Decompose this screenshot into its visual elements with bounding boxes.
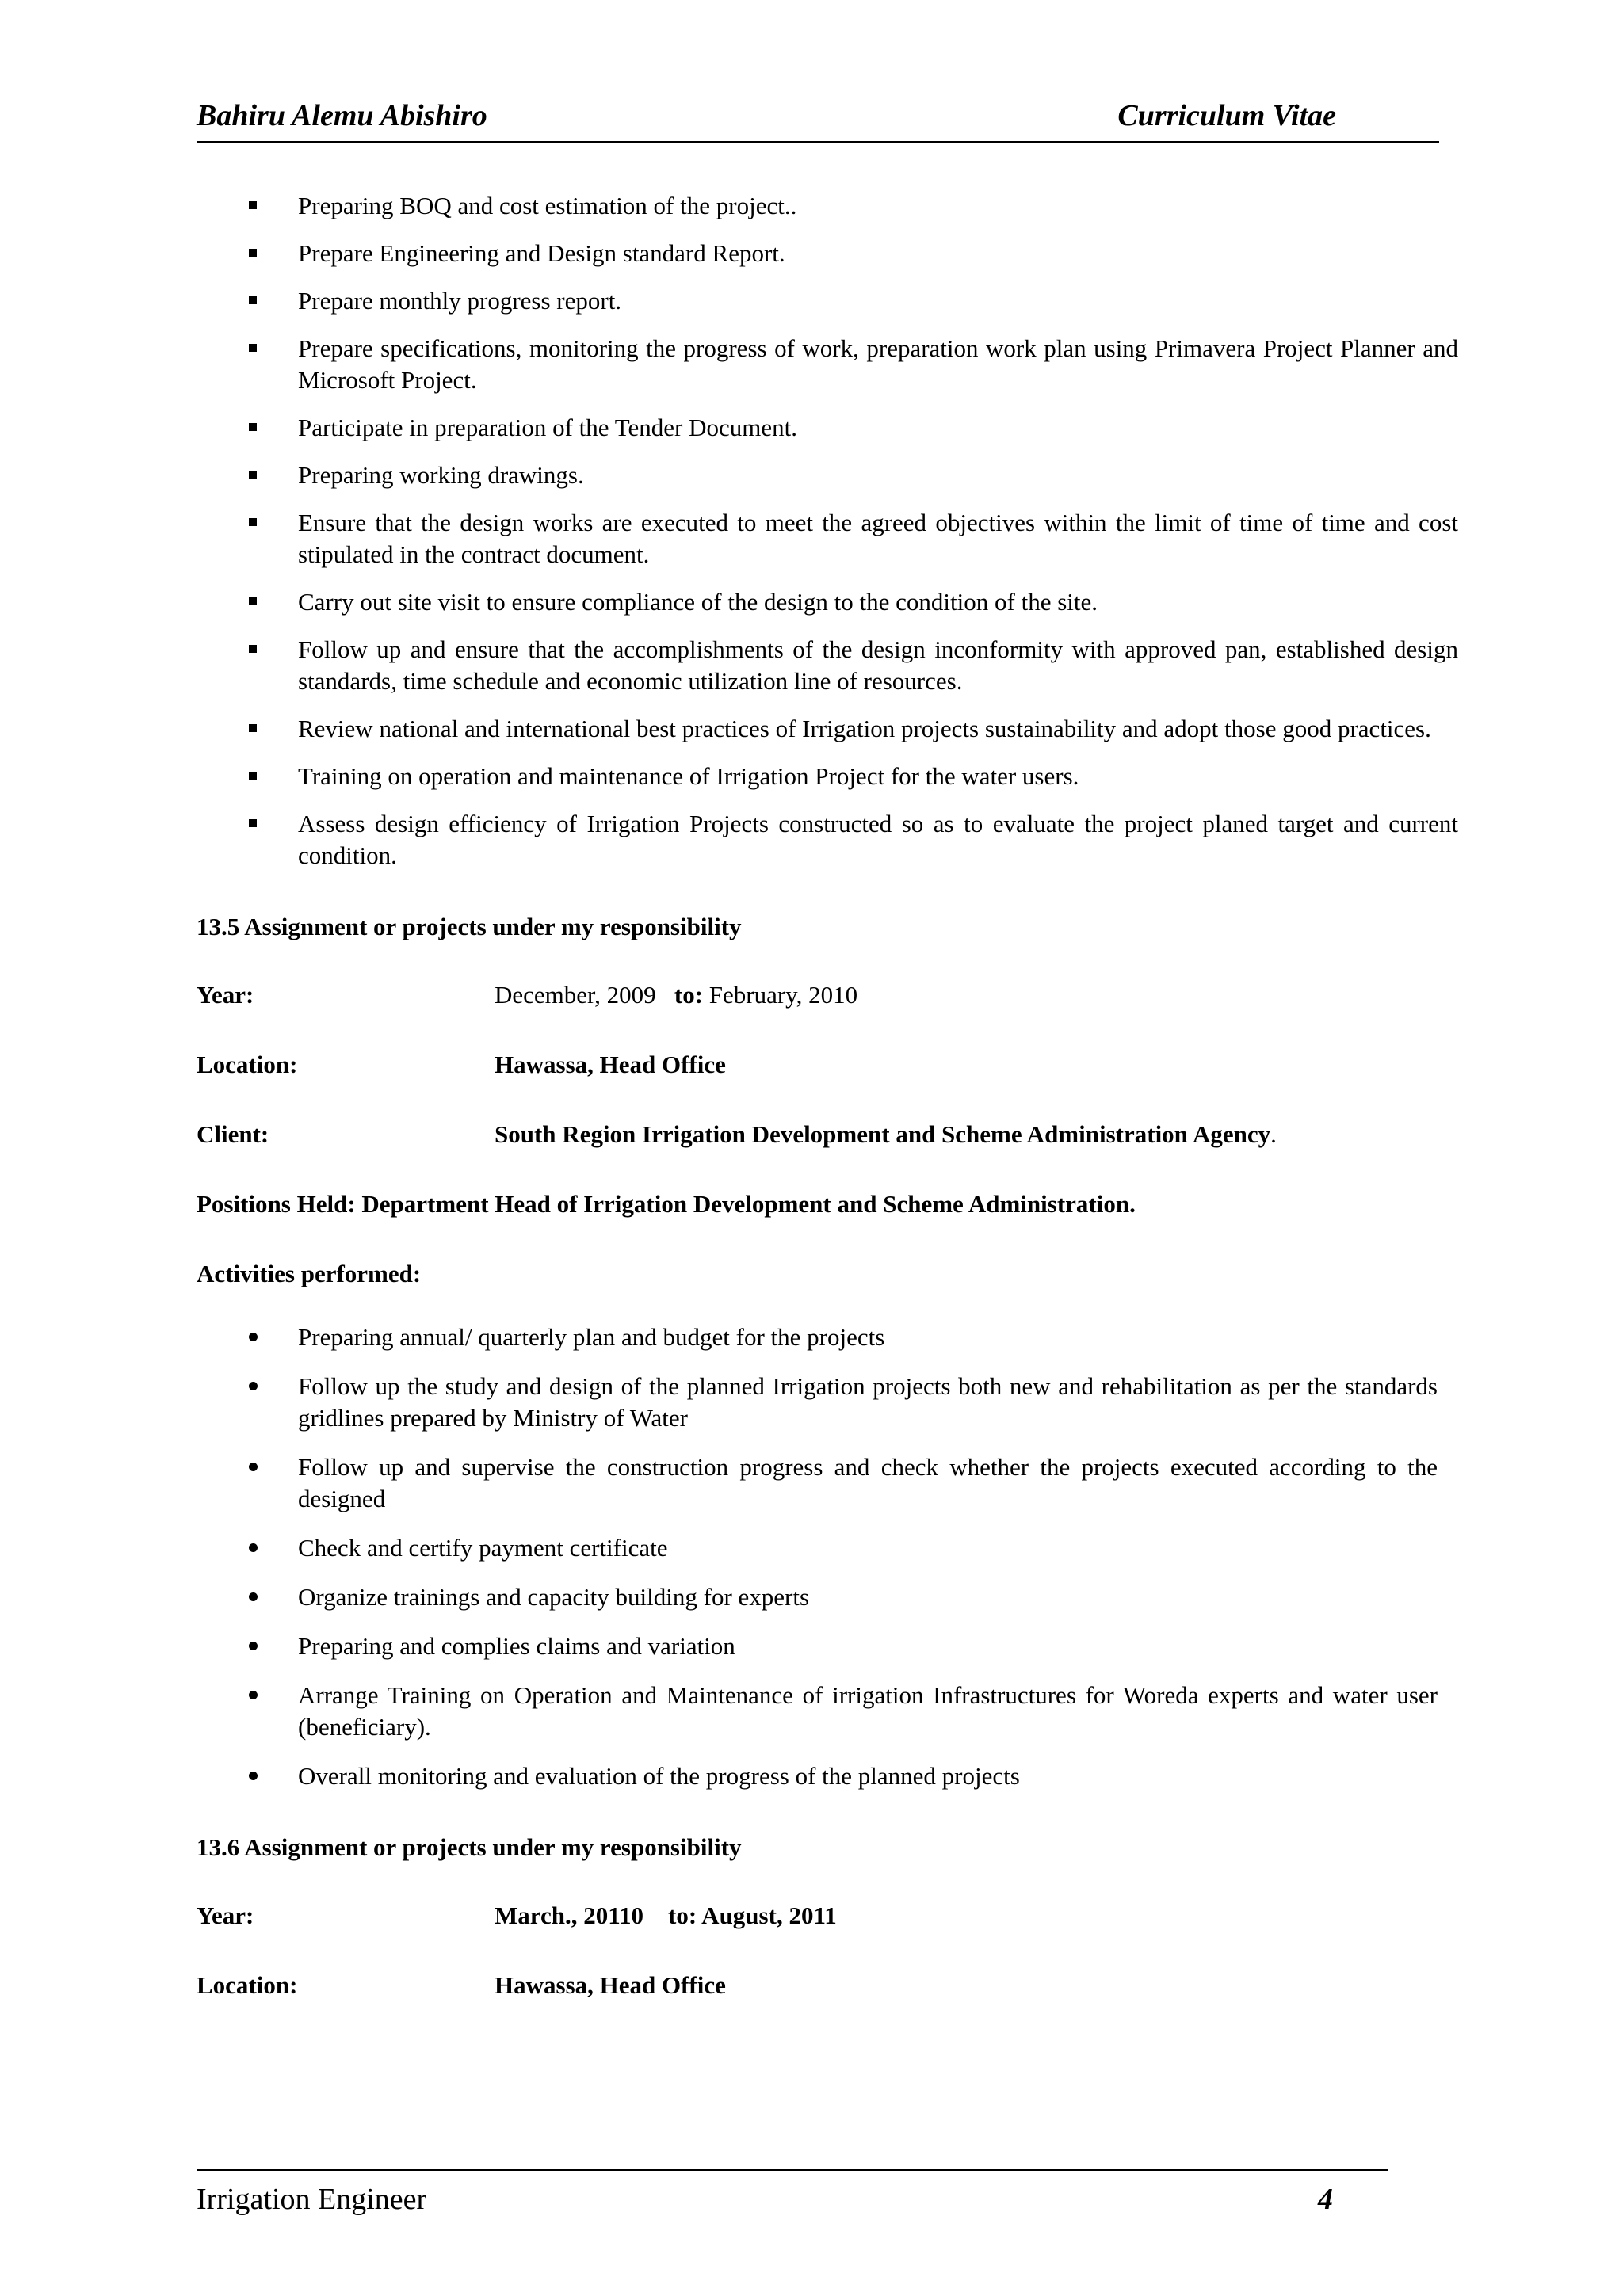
header-doc-title: Curriculum Vitae [1117,99,1336,132]
list-item: Carry out site visit to ensure compliance of the design to the condition of the site. [197,586,1458,618]
location-label: Location: [197,1051,298,1078]
year-label: Year: [197,1901,254,1929]
client-suffix: . [1270,1120,1277,1148]
responsibilities-list [197,190,1458,871]
list-item: Check and certify payment certificate [197,1532,1438,1564]
list-item: Preparing BOQ and cost estimation of the project.. [197,190,1458,222]
list-item: Follow up and supervise the construction progress and check whether the projects executed according to the designed [197,1451,1438,1515]
location-label: Location: [197,1971,298,1999]
list-item: Assess design efficiency of Irrigation Projects constructed so as to evaluate the project planed target and current condition. [197,808,1458,871]
list-item: Prepare monthly progress report. [197,285,1458,317]
page-body [197,190,1458,2039]
page-footer [197,2169,1388,2218]
activities-label: Activities performed: [197,1260,422,1287]
list-item: Ensure that the design works are executed to meet the agreed objectives within the limit of time of time and cost stipulated in the contract document. [197,507,1458,570]
year-value: March., 20110 to: August, 2011 [495,1901,837,1929]
client-value [495,1119,1277,1150]
section-13-6-title: 13.6 Assignment or projects under my responsibility [197,1833,742,1861]
year-value [495,979,857,1011]
location-value: Hawassa, Head Office [495,1051,726,1078]
header-name: Bahiru Alemu Abishiro [197,99,487,132]
list-item: Prepare Engineering and Design standard Report. [197,238,1458,269]
client-row [197,1119,1458,1150]
location-row [197,1970,1458,2001]
page-number: 4 [1318,2183,1333,2216]
list-item: Preparing and complies claims and variation [197,1630,1438,1662]
page-header [197,93,1439,143]
list-item: Overall monitoring and evaluation of the progress of the planned projects [197,1760,1438,1792]
year-from: December, 2009 [495,981,656,1009]
list-item: Arrange Training on Operation and Maintenance of irrigation Infrastructures for Woreda experts and water user (beneficiary). [197,1680,1438,1743]
list-item: Organize trainings and capacity building for experts [197,1581,1438,1613]
client-name: South Region Irrigation Development and Scheme Administration Agency [495,1120,1271,1148]
location-row [197,1049,1458,1081]
year-row [197,1900,1458,1932]
year-row [197,979,1458,1011]
year-label: Year: [197,981,254,1009]
client-label: Client: [197,1120,269,1148]
list-item: Review national and international best practices of Irrigation projects sustainability and adopt those good practices. [197,713,1458,745]
activities-list [197,1322,1438,1792]
section-13-5-title: 13.5 Assignment or projects under my responsibility [197,913,742,940]
footer-role: Irrigation Engineer [197,2183,427,2216]
year-to-label: to: [674,981,704,1009]
list-item: Follow up and ensure that the accomplishments of the design inconformity with approved pan, established design standards, time schedule and economic utilization line of resources. [197,634,1458,697]
list-item: Training on operation and maintenance of Irrigation Project for the water users. [197,761,1458,792]
list-item: Follow up the study and design of the planned Irrigation projects both new and rehabilitation as per the standards gridlines prepared by Ministry of Water [197,1371,1438,1434]
list-item: Prepare specifications, monitoring the progress of work, preparation work plan using Primavera Project Planner and Microsoft Project. [197,333,1458,396]
list-item: Participate in preparation of the Tender Document. [197,412,1458,444]
year-to: February, 2010 [708,981,858,1009]
location-value: Hawassa, Head Office [495,1971,726,1999]
list-item: Preparing annual/ quarterly plan and budget for the projects [197,1322,1438,1353]
positions-held: Positions Held: Department Head of Irrigation Development and Scheme Administration. [197,1190,1136,1218]
list-item: Preparing working drawings. [197,460,1458,491]
